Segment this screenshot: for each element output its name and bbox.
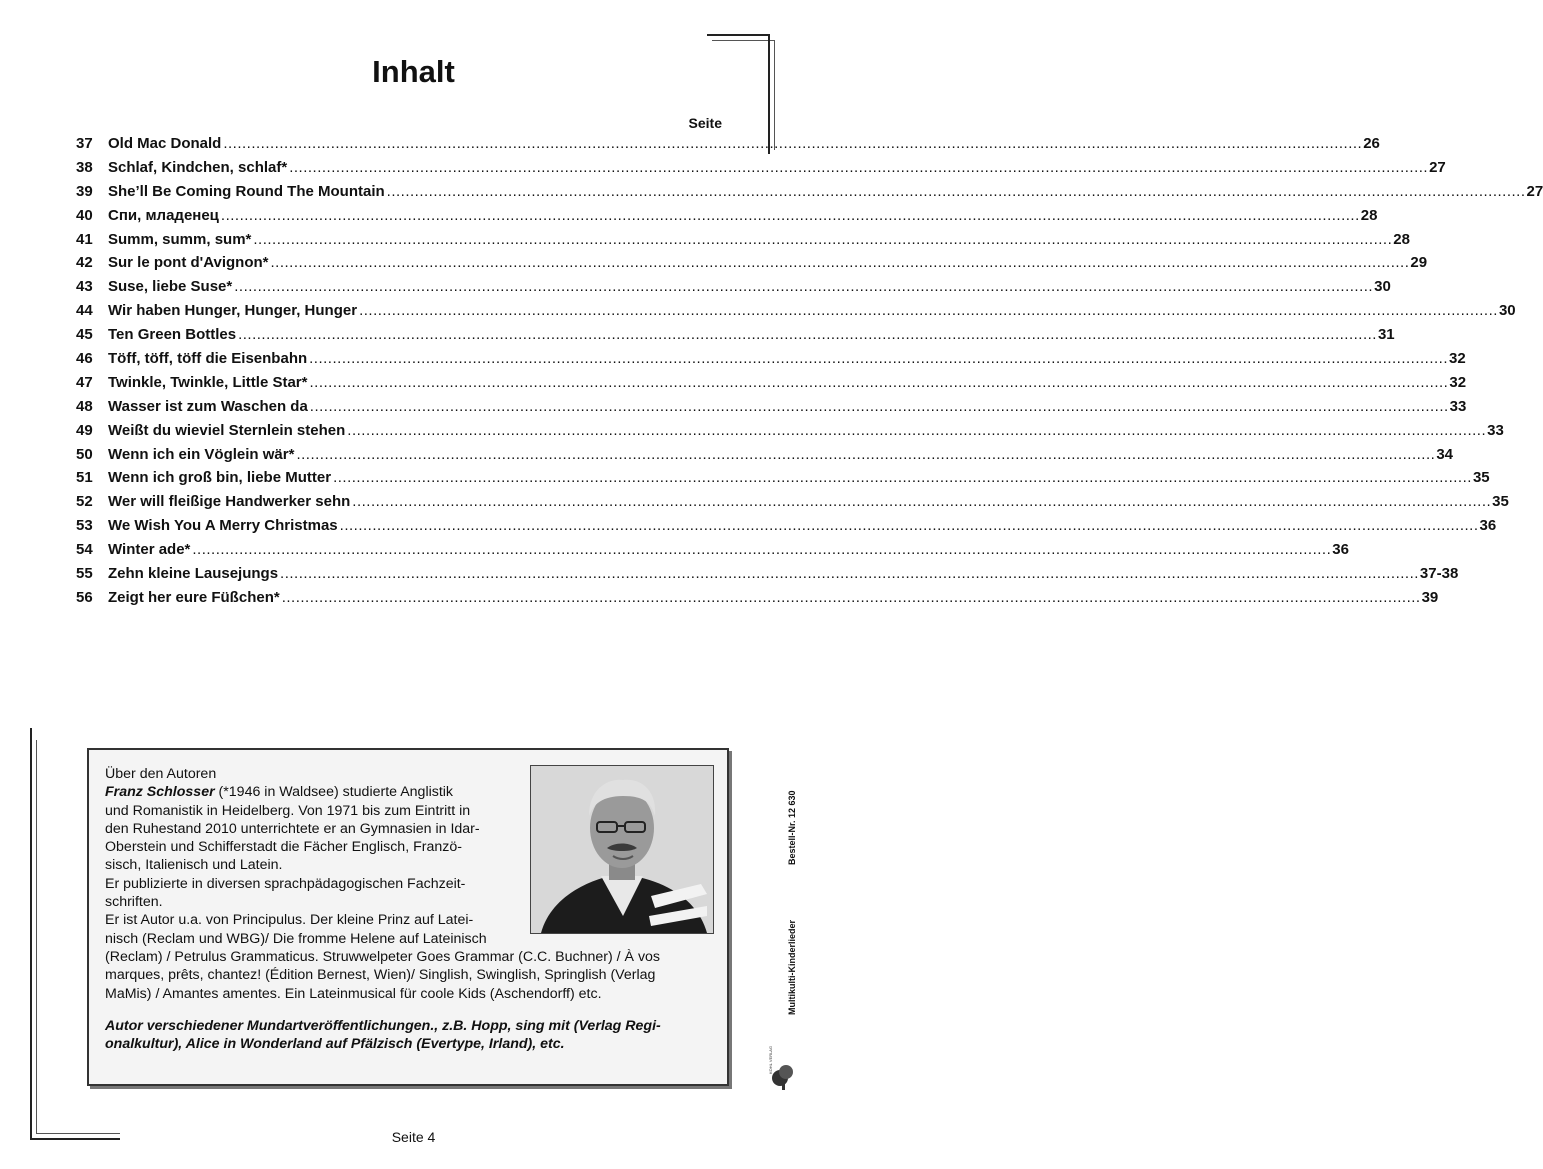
toc-leader-dots — [309, 374, 1448, 391]
publisher-logo — [768, 1045, 804, 1090]
toc-leader-dots — [387, 183, 1526, 200]
toc-leader-dots — [271, 254, 1410, 271]
toc-entry — [76, 206, 1378, 231]
order-number: Bestell-Nr. 12 630 — [787, 790, 797, 865]
toc-entry-title: Zehn kleine Lausejungs — [108, 565, 279, 583]
toc-entry-title: Winter ade* — [108, 541, 191, 559]
toc-entry — [76, 493, 1509, 517]
toc-entry — [76, 326, 1395, 350]
toc-entry-number: 40 — [76, 206, 93, 224]
toc-leader-dots — [282, 589, 1421, 606]
toc-entry-page: 36 — [1479, 517, 1497, 535]
bio-line: Er publizierte in diversen sprachpädagogischen Fachzeit- — [105, 875, 466, 892]
toc-entry-title: Sur le pont d'Avignon* — [108, 254, 269, 272]
toc-entry-title: Wer will fleißige Handwerker sehn — [108, 493, 351, 511]
toc-entry-page: 32 — [1449, 373, 1467, 391]
toc-entry-page: 33 — [1487, 421, 1504, 439]
toc-entry-title: Töff, töff, töff die Eisenbahn — [108, 350, 308, 368]
toc-entry — [76, 230, 1410, 255]
toc-entry — [76, 517, 1497, 541]
toc-entry-page: 27 — [1526, 182, 1543, 200]
toc-entry-page: 30 — [1498, 302, 1516, 320]
toc-leader-dots — [280, 565, 1419, 582]
corner-frame-line — [36, 740, 37, 1134]
toc-entry-number: 44 — [76, 302, 93, 320]
toc-entry-page: 33 — [1449, 397, 1467, 415]
toc-entry-number: 54 — [76, 541, 93, 559]
bio-heading: Über den Autoren — [105, 766, 217, 782]
bio-line: MaMis) / Amantes amentes. Ein Lateinmusical für coole Kids (Aschendorff) etc. — [105, 985, 602, 1002]
toc-entry-page: 30 — [1374, 278, 1391, 296]
toc-entry-title: She’ll Be Coming Round The Mountain — [108, 182, 385, 200]
toc-leader-dots — [223, 135, 1362, 152]
toc-entry-number: 55 — [76, 565, 93, 583]
bio-line: und Romanistik in Heidelberg. Von 1971 bis zum Eintritt in — [105, 802, 471, 819]
toc-entry — [76, 397, 1467, 422]
toc-entry-title: Schlaf, Kindchen, schlaf* — [108, 158, 288, 176]
toc-entry-title: Summ, summ, sum* — [108, 230, 252, 248]
toc-entry-number: 49 — [76, 421, 93, 439]
toc-leader-dots — [253, 231, 1392, 248]
toc-entry-number: 39 — [76, 182, 93, 200]
toc-entry-number: 52 — [76, 493, 93, 511]
toc-entry-number: 43 — [76, 278, 93, 296]
toc-entry-number: 47 — [76, 373, 93, 391]
toc-entry-page: 36 — [1332, 541, 1349, 559]
bio-line-text: (*1946 in Waldsee) studierte Anglistik — [214, 784, 454, 801]
bio-line: (Reclam) / Petrulus Grammaticus. Struwwelpeter Goes Grammar (C.C. Buchner) / À vos — [105, 948, 661, 965]
corner-frame-line — [30, 728, 32, 1140]
page-footer: Seite 4 — [391, 1129, 436, 1145]
toc-leader-dots — [340, 517, 1479, 534]
toc-entry-number: 37 — [76, 135, 93, 152]
toc-entry-number: 38 — [76, 158, 93, 176]
toc-entry-number: 56 — [76, 588, 93, 606]
toc-entry-title: Suse, liebe Suse* — [108, 278, 233, 296]
toc-entry-title: Спи, младенец — [108, 206, 219, 224]
bio-line: schriften. — [105, 894, 163, 911]
toc-entry-number: 46 — [76, 350, 93, 368]
toc-entry-title: Zeigt her eure Füßchen* — [108, 588, 280, 606]
bio-line: den Ruhestand 2010 unterrichtete er an Gymnasien in Idar- — [105, 820, 480, 837]
toc-leader-dots — [347, 422, 1486, 439]
toc-leader-dots — [352, 493, 1491, 510]
toc-entry — [76, 373, 1467, 398]
toc-entry — [76, 421, 1504, 446]
toc-entry-page: 31 — [1377, 326, 1395, 344]
toc-entry-page: 28 — [1360, 206, 1378, 224]
bio-line: marques, prêts, chantez! (Édition Bernest, Wien)/ Singlish, Swinglish, Springlish (Verlag — [105, 967, 656, 984]
svg-text:KOHL VERLAG: KOHL VERLAG — [768, 1045, 773, 1074]
toc-entry-page: 39 — [1421, 588, 1439, 606]
toc-entry-page: 37-38 — [1419, 565, 1459, 583]
toc-entry-page: 32 — [1449, 350, 1466, 368]
toc-entry-page: 27 — [1429, 158, 1446, 176]
toc-leader-dots — [309, 350, 1448, 367]
bio-line: Er ist Autor u.a. von Principulus. Der kleine Prinz auf Latei- — [105, 912, 474, 929]
toc-entry-title: Twinkle, Twinkle, Little Star* — [108, 373, 308, 391]
toc-entry — [76, 302, 1516, 326]
bio-closing-line: Autor verschiedener Mundartveröffentlichungen., z.B. Hopp, sing mit (Verlag Regi- — [105, 1017, 661, 1034]
toc-entry-number: 48 — [76, 397, 93, 415]
toc-entry-number: 53 — [76, 517, 93, 535]
toc-leader-dots — [310, 398, 1449, 415]
toc-entry-title: Wasser ist zum Waschen da — [108, 397, 308, 415]
toc-entry-title: Wir haben Hunger, Hunger, Hunger — [108, 302, 358, 320]
toc-leader-dots — [289, 159, 1428, 176]
toc-leader-dots — [296, 446, 1435, 463]
toc-entry — [76, 182, 1543, 207]
toc-entry-number: 50 — [76, 445, 93, 463]
toc-entry-page: 29 — [1410, 254, 1428, 272]
toc-entry-title: Ten Green Bottles — [108, 326, 237, 344]
author-photo — [530, 765, 714, 934]
corner-frame-line — [707, 34, 769, 36]
toc-entry-number: 41 — [76, 230, 93, 248]
toc-leader-dots — [221, 207, 1360, 224]
bio-line: sisch, Italienisch und Latein. — [105, 857, 283, 874]
corner-frame-line — [712, 40, 774, 41]
toc-entry-number: 51 — [76, 469, 93, 487]
toc-entry-title: Wenn ich ein Vöglein wär* — [108, 445, 295, 463]
toc-entry — [76, 469, 1490, 493]
series-title: Multikulti-Kinderlieder — [787, 919, 797, 1015]
toc-entry-page: 35 — [1492, 493, 1509, 511]
toc-entry — [76, 158, 1446, 183]
author-bio-box — [87, 748, 729, 1086]
toc-entry-page: 35 — [1472, 469, 1490, 487]
table-of-contents — [76, 135, 1543, 613]
toc-leader-dots — [359, 302, 1498, 319]
toc-entry — [76, 565, 1459, 589]
toc-entry-title: Wenn ich groß bin, liebe Mutter — [108, 469, 332, 487]
toc-entry-page: 26 — [1363, 135, 1380, 152]
page-column-header: Seite — [688, 115, 722, 131]
toc-leader-dots — [333, 469, 1472, 486]
toc-entry — [76, 541, 1349, 565]
toc-entry — [76, 135, 1380, 159]
page-title: Inhalt — [372, 54, 455, 89]
toc-entry-title: Weißt du wieviel Sternlein stehen — [108, 421, 346, 439]
toc-entry-number: 45 — [76, 326, 93, 344]
bio-line: nisch (Reclam und WBG)/ Die fromme Helene auf Lateinisch — [105, 930, 487, 947]
toc-entry — [76, 350, 1466, 374]
bio-line: Oberstein und Schifferstadt die Fächer Englisch, Franzö- — [105, 839, 462, 856]
toc-leader-dots — [234, 278, 1373, 295]
toc-entry — [76, 445, 1453, 470]
toc-leader-dots — [238, 326, 1377, 343]
toc-leader-dots — [192, 541, 1331, 558]
toc-entry-number: 42 — [76, 254, 93, 272]
toc-entry-title: We Wish You A Merry Christmas — [108, 517, 338, 535]
toc-entry-page: 34 — [1436, 445, 1453, 463]
toc-entry-page: 28 — [1393, 230, 1410, 248]
toc-entry-title: Old Mac Donald — [108, 135, 222, 152]
toc-entry — [76, 254, 1428, 278]
toc-entry — [76, 278, 1391, 302]
author-name: Franz Schlosser — [105, 784, 215, 801]
bio-closing-line: onalkultur), Alice in Wonderland auf Pfälzisch (Evertype, Irland), etc. — [105, 1036, 565, 1053]
toc-entry — [76, 588, 1439, 613]
